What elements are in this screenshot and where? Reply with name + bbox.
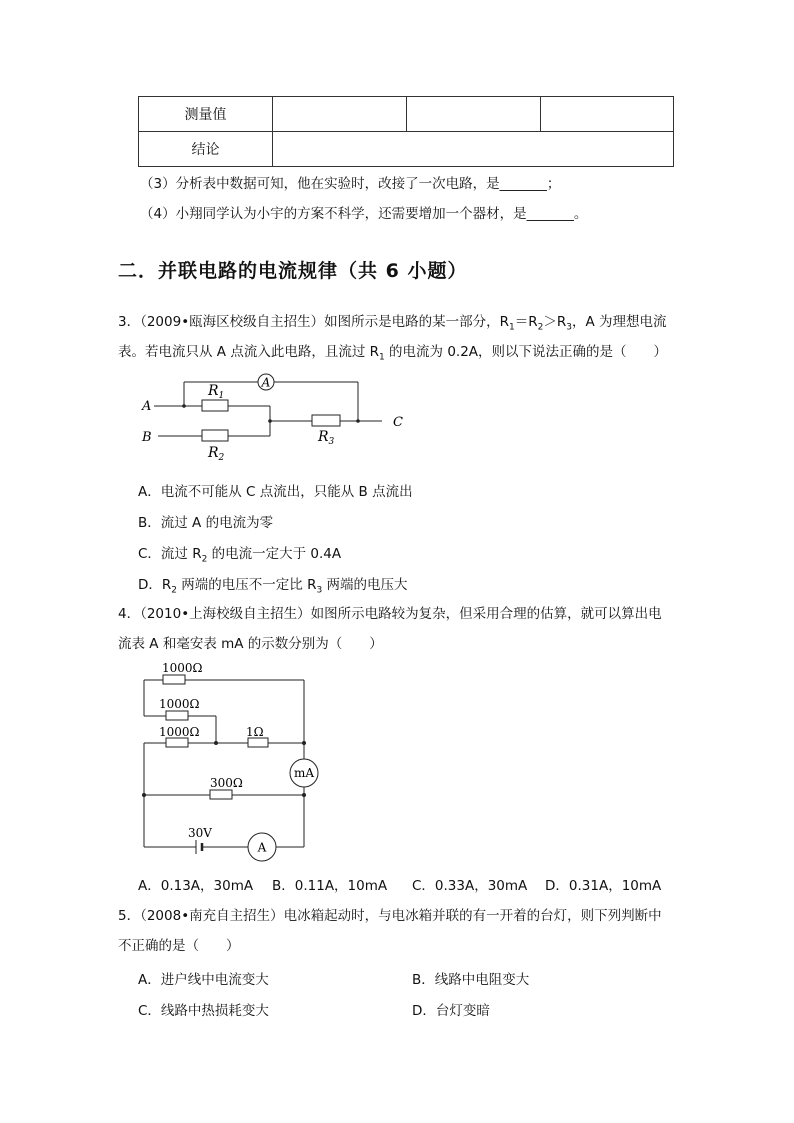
q4-option-d[interactable]: D．0.31A，10mA [545,878,662,894]
table-cell [273,132,674,167]
q4-line1: 4．（2010•上海校级自主招生）如图所示电路较为复杂，但采用合理的估算，就可以算出电 [118,606,662,622]
table-row [139,132,674,167]
node-c-label: C [393,415,403,430]
question-part-4: （4）小翔同学认为小宇的方案不科学，还需要增加一个器材，是_______。 [140,206,588,222]
battery-label: 30V [188,826,212,840]
q5-option-d[interactable]: D．台灯变暗 [412,1003,490,1019]
q5-option-b[interactable]: B．线路中电阻变大 [412,972,530,988]
node-a-label: A [142,399,152,414]
section-title: 二．并联电路的电流规律（共 6 小题） [118,260,468,282]
q5-option-c[interactable]: C．线路中热损耗变大 [138,1003,269,1019]
q4-option-a[interactable]: A．0.13A，30mA [138,878,254,894]
resistor-label: 300Ω [210,776,243,790]
resistor-label: 1Ω [246,725,264,739]
data-table [138,96,674,167]
q5-option-a[interactable]: A．进户线中电流变大 [138,972,269,988]
q5-line1: 5．（2008•南充自主招生）电冰箱起动时，与电冰箱并联的有一开着的台灯，则下列判断中 [118,908,662,924]
table-cell-label: 结论 [139,132,273,167]
milliammeter-label: mA [293,766,315,780]
table-row [139,97,674,132]
table-cell-label: 测量值 [139,97,273,132]
q4-option-c[interactable]: C．0.33A，30mA [412,878,528,894]
q4-line2: 流表 A 和毫安表 mA 的示数分别为（ ） [118,636,383,652]
q3-circuit-diagram [136,366,416,466]
q3-line2: 表。若电流只从 A 点流入此电路，且流过 $R_1$ 的电流为 0.2A，则以下说法正确的是（ ） [118,344,668,363]
table-cell [273,97,407,132]
ammeter-label: A [261,375,271,390]
q3-option-c[interactable]: C．流过 $R_2$ 的电流一定大于 0.4A [138,546,342,565]
ammeter-label: A [257,840,267,855]
q3-option-b[interactable]: B．流过 A 的电流为零 [138,515,274,531]
q3-option-a[interactable]: A．电流不可能从 C 点流出，只能从 B 点流出 [138,484,413,500]
resistor-label: 1000Ω [162,661,203,675]
resistor-label: 1000Ω [159,697,200,711]
q5-line2: 不正确的是（ ） [118,938,240,954]
resistor-label: 1000Ω [159,725,200,739]
r1-label: $R_1$ [208,383,225,401]
r3-label: $R_3$ [318,429,335,447]
table-cell [541,97,674,132]
q4-option-b[interactable]: B．0.11A，10mA [272,878,388,894]
table-cell [407,97,541,132]
q4-circuit-diagram [136,656,336,866]
q3-line1: 3．（2009•瓯海区校级自主招生）如图所示是电路的某一部分，$R_1=R_2>R_3$，A 为理想电流 [118,314,667,333]
question-part-3: （3）分析表中数据可知，他在实验时，改接了一次电路，是_______； [140,176,561,192]
q3-option-d[interactable]: D．$R_2$ 两端的电压不一定比 $R_3$ 两端的电压大 [138,577,408,596]
r2-label: $R_2$ [208,445,225,463]
node-b-label: B [142,430,152,445]
